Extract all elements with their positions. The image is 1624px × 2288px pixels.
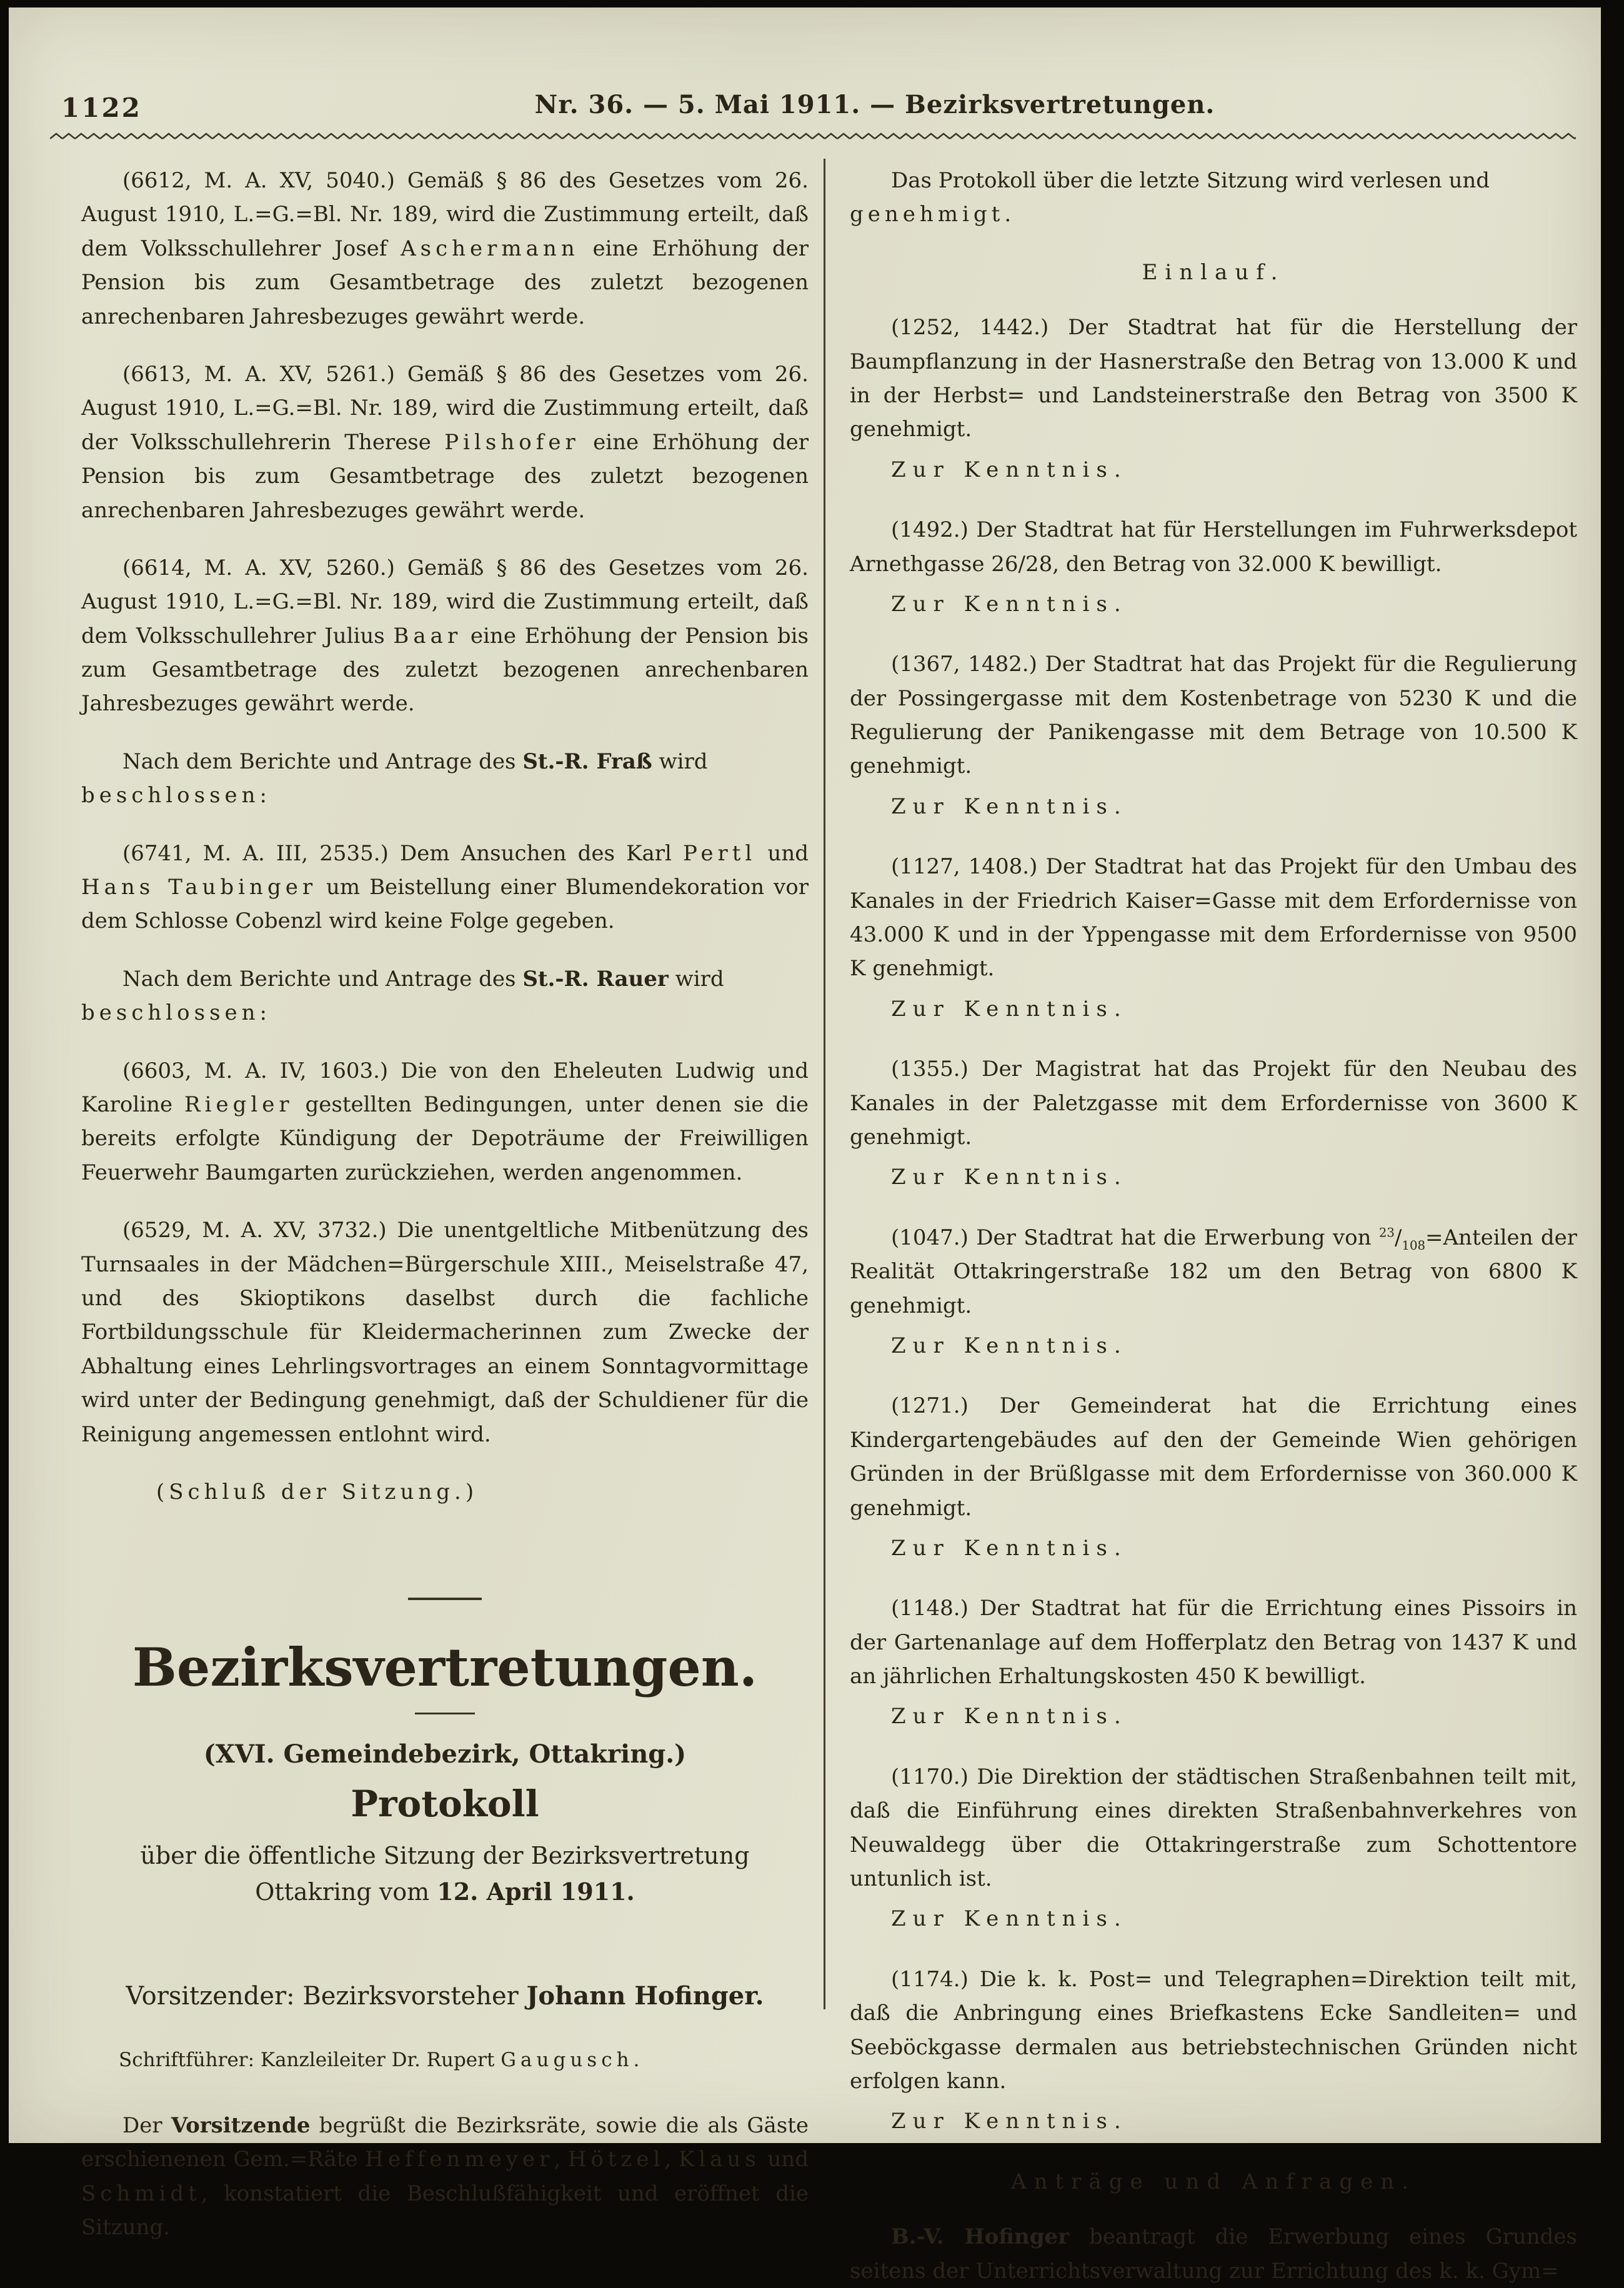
text-segment: begrüßt die Bezirksräte, sowie die als Gäste erschienenen Gem.=Räte [81, 2112, 809, 2172]
text-segment: (6614, M. A. XV, 5260.) Gemäß § 86 des Gesetzes vom 26. August 1910, L.=G.=Bl. Nr. 189, wird die Zustimmung erteilt, daß dem Volksschullehrer Julius [81, 555, 809, 649]
closing-line [81, 1475, 809, 1509]
section-title-bezirksvertretungen [81, 1636, 809, 1699]
text-segment: / [1394, 1225, 1402, 1250]
note-zur-kenntnis-2 [850, 587, 1577, 621]
text-segment: , konstatiert die Beschlußfähigkeit und eröffnet die Sitzung. [81, 2181, 809, 2241]
item-1271 [850, 1389, 1577, 1525]
text-segment: (1492.) Der Stadtrat hat für Herstellungen im Fuhrwerksdepot Arnethgasse 26/28, den Betrag von 32.000 K bewilligt. [850, 517, 1577, 577]
text-segment: Ottakring vom [255, 1878, 437, 1906]
text-segment: (1148.) Der Stadtrat hat für die Errichtung eines Pissoirs in der Gartenanlage auf dem Hofferplatz den Betrag von 1437 K und an jährlichen Erhaltungskosten 450 K bewilligt. [850, 1596, 1577, 1689]
text-segment: Riegler [184, 1092, 294, 1117]
text-segment: , [554, 2147, 568, 2172]
text-segment: Zur Kenntnis. [891, 1535, 1128, 1561]
text-segment: Pilshofer [444, 429, 580, 455]
item-1148 [850, 1591, 1577, 1693]
text-segment: eine Erhöhung der Pension bis zum Gesamtbetrage des zuletzt bezogenen anrechenbaren Jahresbezuges gewährt werde. [81, 623, 809, 717]
secretary-line [81, 2045, 809, 2076]
text-segment: Baar [393, 623, 462, 649]
text-segment: (1252, 1442.) Der Stadtrat hat für die Herstellung der Baumpflanzung in der Hasnerstraße den Betrag von 13.000 K und in der Herbst= und Landsteinerstraße den Betrag von 3500 K genehmigt. [850, 315, 1577, 442]
text-segment: Nach dem Berichte und Antrage des [122, 966, 523, 992]
text-segment: (6741, M. A. III, 2535.) Dem Ansuchen des Karl [122, 840, 684, 866]
text-segment: (1367, 1482.) Der Stadtrat hat das Projekt für die Regulierung der Possingergasse mit dem Kostenbetrage von 5230 K und die Regulierung der Panikengasse mit dem Betrage von 10.500 K genehmigt. [850, 652, 1577, 779]
note-zur-kenntnis-1 [850, 453, 1577, 487]
text-segment: (1170.) Die Direktion der städtischen Straßenbahnen teilt mit, daß die Einführung eines direkten Straßenbahnverkehres von Neuwaldegg über die Ottakringerstraße zum Schottentore untunlich ist. [850, 1764, 1577, 1892]
text-segment: 23 [1378, 1225, 1395, 1240]
text-segment: Zur Kenntnis. [891, 996, 1128, 1022]
heading-einlauf [850, 256, 1577, 289]
text-segment: Heffenmeyer [365, 2147, 554, 2172]
text-segment: (1174.) Die k. k. Post= und Telegraphen=Direktion teilt mit, daß die Anbringung eines Briefkastens Ecke Sandleiten= und Seeböckgasse dermalen aus betriebstechnischen Gründen nicht erfolgen kann. [850, 1966, 1577, 2094]
heading-antraege-anfragen [850, 2165, 1577, 2199]
paper-sheet [9, 7, 1601, 2284]
text-segment: beantragt die Erwerbung eines Grundes seitens der Unterrichtsverwaltung zur Errichtung des k. k. Gym= [850, 2224, 1577, 2284]
wavy-divider-rule [50, 130, 1576, 142]
text-segment: (Schluß der Sitzung.) [156, 1479, 479, 1505]
text-segment: Zur Kenntnis. [891, 1704, 1128, 1729]
text-segment: Zur Kenntnis. [891, 1165, 1128, 1190]
text-segment: Zur Kenntnis. [891, 591, 1128, 617]
text-segment: 12. April 1911. [437, 1878, 635, 1906]
item-1174 [850, 1962, 1577, 2099]
right-column [850, 164, 1577, 2288]
text-segment: genehmigt. [850, 202, 1016, 227]
text-segment: über die öffentliche Sitzung der Bezirksvertretung [140, 1842, 750, 1870]
text-segment: Zur Kenntnis. [891, 1906, 1128, 1932]
text-segment: Vorsitzende [171, 2112, 311, 2138]
text-segment: Protokoll [351, 1783, 539, 1826]
note-zur-kenntnis-5 [850, 1160, 1577, 1194]
text-segment: Zur Kenntnis. [891, 1333, 1128, 1358]
text-segment: eine Erhöhung der Pension bis zum Gesamtbetrage des zuletzt bezogenen anrechenbaren Jahresbezuges gewährt werde. [81, 236, 809, 329]
text-segment: 108 [1402, 1238, 1426, 1253]
text-segment: Anträge und Anfragen. [1011, 2169, 1416, 2194]
text-segment: Klaus [678, 2147, 760, 2172]
text-segment: Schmidt [81, 2181, 201, 2206]
text-segment: Hötzel [567, 2147, 665, 2172]
text-segment: (1047.) Der Stadtrat hat die Erwerbung von [891, 1225, 1379, 1250]
text-segment: Einlauf. [1142, 259, 1285, 285]
item-1170 [850, 1760, 1577, 1896]
column-divider-rule [824, 159, 825, 2009]
text-segment: Aschermann [401, 236, 579, 261]
text-segment: Zur Kenntnis. [891, 793, 1128, 819]
note-zur-kenntnis-7 [850, 1531, 1577, 1565]
protokoll-title [81, 1784, 809, 1824]
text-segment: Zur Kenntnis. [891, 2109, 1128, 2134]
text-segment: , [664, 2147, 679, 2172]
note-zur-kenntnis-9 [850, 1902, 1577, 1936]
motion-hofinger [850, 2220, 1577, 2288]
left-column [81, 164, 809, 2268]
text-segment: St.-R. Fraß [522, 749, 652, 774]
text-segment: B.-V. Hofinger [891, 2224, 1070, 2250]
chairman-line [81, 1977, 809, 2015]
item-1047 [850, 1221, 1577, 1323]
text-segment: Vorsitzender: Bezirksvorsteher [126, 1982, 527, 2011]
text-segment: Bezirksvertretungen. [132, 1636, 758, 1699]
item-1367 [850, 647, 1577, 783]
text-segment: beschlossen: [81, 1000, 271, 1026]
text-segment: Schriftführer: Kanzleileiter Dr. Rupert [119, 2049, 501, 2072]
note-zur-kenntnis-10 [850, 2104, 1577, 2138]
text-segment: (6529, M. A. XV, 3732.) Die unentgeltliche Mitbenützung des Turnsaales in der Mädchen=Bürgerschule XIII., Meiselstraße 47, und des Skioptikons daselbst durch die fachliche Fortbildungsschule für Kleidermacherinnen zum Zwecke der Abhaltung eines Lehrlingsvortrages an einem Sonntagvormittage wird unter der Bedingung genehmigt, daß der Schuldiener für die Reinigung angemessen entlohnt wird. [81, 1218, 809, 1447]
edict-6603 [81, 1054, 809, 1190]
text-segment: wird [652, 749, 708, 774]
session-line [81, 1838, 809, 1910]
edict-6613 [81, 357, 809, 527]
item-1127 [850, 850, 1577, 986]
text-segment: Das Protokoll über die letzte Sitzung wird verlesen und [891, 168, 1490, 193]
text-segment: und [760, 2147, 809, 2172]
text-segment: eine Erhöhung der Pension bis zum Gesamtbetrage des zuletzt bezogenen anrechenbaren Jahresbezuges gewährt werde. [81, 429, 809, 523]
text-segment: (6603, M. A. IV, 1603.) Die von den Eheleuten Ludwig und Karoline [81, 1058, 809, 1117]
page-number: 1122 [61, 92, 142, 123]
item-1252 [850, 311, 1577, 447]
running-header: Nr. 36. — 5. Mai 1911. — Bezirksvertretungen. [534, 90, 1215, 119]
item-1492 [850, 513, 1577, 581]
note-zur-kenntnis-4 [850, 992, 1577, 1026]
protocol-approval [850, 164, 1577, 232]
text-segment: (XVI. Gemeindebezirk, Ottakring.) [203, 1739, 687, 1769]
text-segment: um Beistellung einer Blumendekoration vor dem Schlosse Cobenzl wird keine Folge gegeben. [81, 875, 809, 934]
text-segment: wird [668, 966, 724, 992]
text-segment: Pertl [683, 840, 757, 866]
note-zur-kenntnis-3 [850, 790, 1577, 823]
edict-6612 [81, 164, 809, 334]
separator-rule-bottom [415, 1713, 475, 1714]
text-segment: (1127, 1408.) Der Stadtrat hat das Projekt für den Umbau des Kanales in der Friedrich Kaiser=Gasse mit dem Erfordernisse von 43.000 K und in der Yppengasse mit dem Erfordernisse von 9500 K genehmigt. [850, 854, 1577, 982]
text-segment: und [756, 840, 809, 866]
resolution-intro-frass [81, 745, 809, 813]
edict-6741 [81, 837, 809, 938]
text-segment: St.-R. Rauer [522, 966, 669, 992]
edict-6529 [81, 1213, 809, 1451]
text-segment: (6612, M. A. XV, 5040.) Gemäß § 86 des Gesetzes vom 26. August 1910, L.=G.=Bl. Nr. 189, wird die Zustimmung erteilt, daß dem Volksschullehrer Josef [81, 168, 809, 261]
text-segment: (6613, M. A. XV, 5261.) Gemäß § 86 des Gesetzes vom 26. August 1910, L.=G.=Bl. Nr. 189, wird die Zustimmung erteilt, daß der Volksschullehrerin Therese [81, 361, 809, 455]
text-segment: beschlossen: [81, 783, 271, 808]
text-segment: Hans Taubinger [81, 875, 317, 900]
edict-6614 [81, 551, 809, 721]
opening-paragraph [81, 2109, 809, 2245]
text-segment: (1271.) Der Gemeinderat hat die Errichtung eines Kindergartengebäudes auf den der Gemeinde Wien gehörigen Gründen in der Brüßlgasse mit dem Erfordernisse von 360.000 K genehmigt. [850, 1393, 1577, 1521]
resolution-intro-rauer [81, 962, 809, 1030]
text-segment: Gaugusch. [501, 2049, 644, 2072]
separator-rule-top [408, 1598, 482, 1600]
item-1355 [850, 1052, 1577, 1154]
text-segment: =Anteilen der Realität Ottakringerstraße 182 um den Betrag von 6800 K genehmigt. [850, 1225, 1577, 1318]
note-zur-kenntnis-8 [850, 1699, 1577, 1733]
text-segment: gestellten Bedingungen, unter denen sie die bereits erfolgte Kündigung der Depoträume der Freiwilligen Feuerwehr Baumgarten zurückziehen, werden angenommen. [81, 1092, 809, 1185]
text-segment: (1355.) Der Magistrat hat das Projekt für den Neubau des Kanales in der Paletzgasse mit dem Erfordernisse von 3600 K genehmigt. [850, 1057, 1577, 1150]
district-subtitle [81, 1738, 809, 1771]
text-segment: Nach dem Berichte und Antrage des [122, 749, 523, 774]
text-segment: Zur Kenntnis. [891, 457, 1128, 482]
note-zur-kenntnis-6 [850, 1329, 1577, 1363]
text-segment: Johann Hofinger. [526, 1981, 764, 2011]
text-segment: Der [122, 2112, 171, 2138]
